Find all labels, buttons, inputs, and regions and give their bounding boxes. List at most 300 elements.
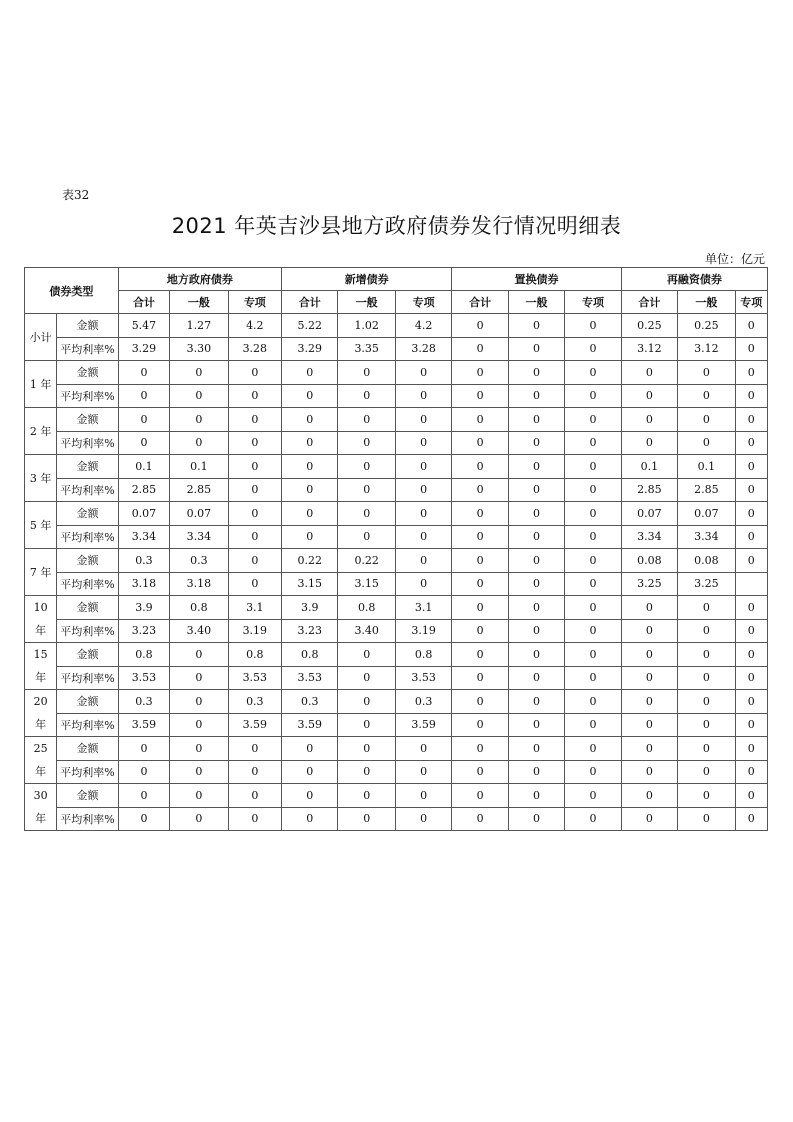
table-cell: 3.1 — [395, 596, 451, 620]
table-cell: 0 — [565, 549, 621, 573]
table-cell: 0 — [621, 596, 677, 620]
table-cell: 0 — [621, 361, 677, 385]
table-cell: 0 — [228, 431, 281, 455]
table-cell: 0 — [565, 784, 621, 808]
table-row — [25, 337, 768, 361]
table-cell: 3.59 — [228, 713, 281, 737]
table-cell: 0 — [282, 760, 338, 784]
table-cell: 0.3 — [228, 690, 281, 714]
term-label — [25, 502, 57, 549]
table-cell: 0 — [621, 431, 677, 455]
table-cell: 0 — [170, 643, 228, 667]
table-cell: 0 — [452, 666, 508, 690]
term-label-line: 25 — [33, 742, 48, 755]
sub-header: 合计 — [621, 291, 677, 314]
metric-amount-label: 金额 — [57, 361, 118, 385]
table-cell: 0.08 — [678, 549, 735, 573]
table-cell: 0 — [735, 713, 767, 737]
table-cell: 0 — [735, 337, 767, 361]
table-cell: 0 — [735, 478, 767, 502]
page-title: 2021 年英吉沙县地方政府债券发行情况明细表 — [171, 214, 622, 238]
table-cell: 3.28 — [395, 337, 451, 361]
term-label-line: 年 — [35, 812, 47, 825]
table-cell: 0 — [228, 784, 281, 808]
table-row — [25, 478, 768, 502]
table-cell: 0 — [735, 666, 767, 690]
table-cell: 0 — [565, 502, 621, 526]
table-cell: 0 — [170, 784, 228, 808]
sub-header: 一般 — [338, 291, 395, 314]
table-cell: 0 — [395, 760, 451, 784]
table-cell: 0 — [338, 690, 395, 714]
table-cell: 0 — [338, 784, 395, 808]
table-cell: 0 — [678, 666, 735, 690]
table-cell: 0.8 — [282, 643, 338, 667]
table-cell: 0 — [338, 760, 395, 784]
table-cell: 0 — [282, 431, 338, 455]
table-cell: 0 — [735, 314, 767, 338]
table-cell: 0 — [565, 619, 621, 643]
table-cell: 0 — [508, 572, 564, 596]
table-cell: 0 — [118, 760, 169, 784]
table-cell: 0 — [118, 431, 169, 455]
table-cell: 0 — [735, 408, 767, 432]
table-cell: 0 — [678, 596, 735, 620]
term-label-line: 15 — [33, 648, 48, 661]
table-cell: 0 — [452, 760, 508, 784]
table-cell: 3.59 — [118, 713, 169, 737]
table-cell: 0 — [170, 431, 228, 455]
table-cell: 0 — [170, 666, 228, 690]
table-cell: 3.25 — [621, 572, 677, 596]
table-cell: 0 — [565, 525, 621, 549]
table-cell: 0 — [508, 784, 564, 808]
table-row — [25, 455, 768, 479]
term-label — [25, 596, 57, 643]
table-cell: 0 — [508, 431, 564, 455]
table-cell: 0 — [565, 408, 621, 432]
table-cell: 3.29 — [282, 337, 338, 361]
table-cell: 3.53 — [282, 666, 338, 690]
table-cell: 0 — [678, 713, 735, 737]
table-cell: 0 — [118, 737, 169, 761]
table-cell: 0 — [678, 431, 735, 455]
table-cell: 0 — [170, 713, 228, 737]
metric-rate-label: 平均利率% — [57, 525, 118, 549]
table-cell: 0 — [508, 666, 564, 690]
table-cell: 3.25 — [678, 572, 735, 596]
term-label-line: 10 — [33, 601, 48, 614]
unit-note: 单位：亿元 — [704, 252, 765, 266]
table-cell: 0 — [395, 572, 451, 596]
table-cell: 0 — [282, 525, 338, 549]
table-cell: 0 — [282, 502, 338, 526]
table-cell: 0 — [735, 760, 767, 784]
term-label — [25, 737, 57, 784]
table-cell: 0 — [228, 807, 281, 831]
table-row — [25, 431, 768, 455]
table-cell: 0 — [452, 737, 508, 761]
table-cell: 0 — [508, 807, 564, 831]
table-row — [25, 384, 768, 408]
table-cell: 0 — [678, 361, 735, 385]
table-cell: 0 — [508, 713, 564, 737]
table-cell: 0 — [621, 666, 677, 690]
table-row — [25, 502, 768, 526]
table-row — [25, 784, 768, 808]
table-cell: 0 — [565, 361, 621, 385]
table-cell: 0 — [395, 502, 451, 526]
table-cell: 3.34 — [621, 525, 677, 549]
term-label — [25, 690, 57, 737]
table-cell: 3.40 — [338, 619, 395, 643]
table-cell: 3.35 — [338, 337, 395, 361]
term-label — [25, 408, 57, 455]
table-cell: 0 — [621, 760, 677, 784]
table-cell: 2.85 — [678, 478, 735, 502]
table-cell: 0 — [735, 502, 767, 526]
table-cell: 3.53 — [118, 666, 169, 690]
table-cell: 0 — [735, 807, 767, 831]
table-cell: 0 — [338, 643, 395, 667]
table-cell: 3.9 — [282, 596, 338, 620]
table-cell: 0 — [338, 713, 395, 737]
term-label-line: 年 — [35, 765, 47, 778]
table-row — [25, 314, 768, 338]
table-cell: 0 — [395, 431, 451, 455]
table-cell: 3.34 — [118, 525, 169, 549]
metric-amount-label: 金额 — [57, 408, 118, 432]
table-cell: 0 — [118, 361, 169, 385]
metric-amount-label: 金额 — [57, 502, 118, 526]
table-cell: 0 — [228, 760, 281, 784]
table-cell: 0 — [565, 643, 621, 667]
table-cell: 0 — [508, 643, 564, 667]
table-cell: 0 — [508, 408, 564, 432]
table-cell: 0 — [508, 314, 564, 338]
table-cell: 0 — [621, 737, 677, 761]
table-cell: 0 — [452, 713, 508, 737]
table-cell: 0 — [395, 525, 451, 549]
table-row — [25, 408, 768, 432]
table-cell: 0 — [228, 478, 281, 502]
group-header-new-bonds: 新增债券 — [282, 268, 452, 291]
table-cell: 0 — [735, 455, 767, 479]
table-cell: 0 — [228, 455, 281, 479]
table-cell: 0.3 — [282, 690, 338, 714]
header-row-subtypes — [25, 291, 768, 314]
table-cell: 0.8 — [395, 643, 451, 667]
sub-header: 专项 — [395, 291, 451, 314]
table-cell: 0 — [452, 807, 508, 831]
table-cell: 0.08 — [621, 549, 677, 573]
term-label-line: 30 — [33, 789, 48, 802]
table-cell: 0 — [170, 384, 228, 408]
table-cell: 0 — [735, 619, 767, 643]
table-cell: 0 — [508, 478, 564, 502]
term-label — [25, 314, 57, 361]
table-row — [25, 690, 768, 714]
table-cell: 0 — [565, 384, 621, 408]
table-cell: 0 — [338, 737, 395, 761]
table-cell: 0 — [338, 408, 395, 432]
table-cell: 0 — [228, 502, 281, 526]
table-cell: 0 — [735, 525, 767, 549]
table-cell: 0 — [338, 525, 395, 549]
table-cell: 3.30 — [170, 337, 228, 361]
table-cell: 0 — [395, 455, 451, 479]
table-cell: 0 — [735, 384, 767, 408]
table-cell: 0 — [395, 807, 451, 831]
table-cell: 0 — [170, 361, 228, 385]
metric-amount-label: 金额 — [57, 596, 118, 620]
table-cell: 0 — [170, 760, 228, 784]
table-cell: 0 — [565, 337, 621, 361]
term-label-line: 年 — [35, 718, 47, 731]
table-cell: 0 — [452, 431, 508, 455]
table-cell: 0 — [395, 549, 451, 573]
metric-rate-label: 平均利率% — [57, 431, 118, 455]
term-label — [25, 455, 57, 502]
table-cell: 3.18 — [118, 572, 169, 596]
sub-header: 一般 — [508, 291, 564, 314]
row-label-header: 债券类型 — [25, 268, 119, 314]
metric-amount-label: 金额 — [57, 643, 118, 667]
table-cell: 0 — [565, 807, 621, 831]
table-cell: 0 — [621, 384, 677, 408]
table-cell: 0 — [228, 572, 281, 596]
table-cell: 5.22 — [282, 314, 338, 338]
table-row — [25, 361, 768, 385]
table-cell: 3.19 — [228, 619, 281, 643]
table-cell: 0 — [678, 619, 735, 643]
table-cell: 0.07 — [678, 502, 735, 526]
table-cell: 0 — [452, 690, 508, 714]
table-cell: 0.1 — [678, 455, 735, 479]
table-cell: 0 — [170, 807, 228, 831]
bond-issuance-table — [24, 267, 768, 831]
table-row — [25, 643, 768, 667]
table-row — [25, 572, 768, 596]
table-row — [25, 807, 768, 831]
table-cell: 0 — [118, 784, 169, 808]
table-cell: 4.2 — [228, 314, 281, 338]
table-cell: 0.3 — [118, 549, 169, 573]
table-cell: 0 — [282, 807, 338, 831]
term-label — [25, 643, 57, 690]
table-cell: 0 — [735, 549, 767, 573]
header-row-groups — [25, 268, 768, 291]
table-cell: 0 — [452, 502, 508, 526]
table-cell: 0 — [228, 737, 281, 761]
metric-amount-label: 金额 — [57, 314, 118, 338]
table-cell: 0.25 — [678, 314, 735, 338]
term-label — [25, 549, 57, 596]
table-cell: 0.3 — [118, 690, 169, 714]
table-cell: 3.59 — [395, 713, 451, 737]
table-cell: 3.12 — [621, 337, 677, 361]
table-cell: 2.85 — [118, 478, 169, 502]
table-cell: 0 — [621, 619, 677, 643]
table-cell: 0 — [228, 361, 281, 385]
table-cell: 0 — [735, 690, 767, 714]
table-cell: 0 — [118, 408, 169, 432]
table-cell: 0 — [452, 619, 508, 643]
table-cell: 5.47 — [118, 314, 169, 338]
table-cell: 0 — [395, 361, 451, 385]
table-cell: 0.3 — [395, 690, 451, 714]
table-cell: 0 — [395, 408, 451, 432]
table-cell: 0 — [508, 337, 564, 361]
table-cell: 0 — [452, 408, 508, 432]
table-cell: 0 — [678, 690, 735, 714]
term-label-line: 1 年 — [29, 377, 52, 391]
sub-header: 专项 — [735, 291, 767, 314]
sub-header: 合计 — [118, 291, 169, 314]
table-row — [25, 737, 768, 761]
table-cell: 0 — [118, 807, 169, 831]
metric-amount-label: 金额 — [57, 549, 118, 573]
table-cell: 3.19 — [395, 619, 451, 643]
table-cell: 0.07 — [170, 502, 228, 526]
table-cell: 0.22 — [338, 549, 395, 573]
table-cell: 0 — [452, 572, 508, 596]
table-cell: 3.53 — [228, 666, 281, 690]
term-label — [25, 784, 57, 831]
table-cell: 0 — [282, 455, 338, 479]
table-row — [25, 760, 768, 784]
table-cell: 0 — [565, 314, 621, 338]
table-cell: 1.27 — [170, 314, 228, 338]
term-label-line: 2 年 — [29, 424, 52, 438]
metric-rate-label: 平均利率% — [57, 572, 118, 596]
table-cell: 3.40 — [170, 619, 228, 643]
table-cell: 0 — [508, 596, 564, 620]
table-cell — [735, 572, 767, 596]
table-cell: 0 — [735, 361, 767, 385]
table-cell: 0 — [452, 525, 508, 549]
term-label — [25, 361, 57, 408]
table-cell: 0 — [282, 478, 338, 502]
table-cell: 0 — [621, 643, 677, 667]
term-label-line: 20 — [33, 695, 48, 708]
table-cell: 0 — [452, 455, 508, 479]
metric-rate-label: 平均利率% — [57, 666, 118, 690]
table-cell: 0 — [452, 478, 508, 502]
table-cell: 3.12 — [678, 337, 735, 361]
table-cell: 0 — [565, 596, 621, 620]
table-cell: 3.15 — [282, 572, 338, 596]
table-cell: 0 — [678, 760, 735, 784]
table-cell: 0 — [338, 807, 395, 831]
group-header-refinancing-bonds: 再融资债券 — [621, 268, 767, 291]
table-cell: 0 — [565, 666, 621, 690]
table-cell: 3.53 — [395, 666, 451, 690]
table-cell: 0 — [452, 384, 508, 408]
table-cell: 0 — [678, 643, 735, 667]
table-cell: 0.1 — [621, 455, 677, 479]
table-cell: 0.1 — [170, 455, 228, 479]
table-cell: 0 — [621, 713, 677, 737]
sub-header: 专项 — [565, 291, 621, 314]
table-cell: 0.8 — [118, 643, 169, 667]
table-cell: 0 — [282, 737, 338, 761]
table-cell: 0.8 — [338, 596, 395, 620]
table-row — [25, 619, 768, 643]
table-cell: 0 — [228, 384, 281, 408]
term-label-line: 小计 — [29, 330, 52, 344]
table-cell: 0 — [678, 784, 735, 808]
table-cell: 0.22 — [282, 549, 338, 573]
table-cell: 3.23 — [118, 619, 169, 643]
term-label-line: 7 年 — [29, 565, 52, 579]
table-cell: 0 — [735, 596, 767, 620]
table-cell: 0 — [565, 455, 621, 479]
table-cell: 0 — [228, 525, 281, 549]
table-cell: 0 — [621, 408, 677, 432]
table-cell: 0 — [565, 713, 621, 737]
table-cell: 0 — [338, 384, 395, 408]
table-cell: 0.1 — [118, 455, 169, 479]
table-cell: 0 — [565, 760, 621, 784]
table-cell: 0 — [452, 337, 508, 361]
table-cell: 0.8 — [170, 596, 228, 620]
table-cell: 0 — [452, 784, 508, 808]
table-cell: 0 — [452, 314, 508, 338]
table-cell: 2.85 — [170, 478, 228, 502]
table-cell: 0 — [621, 784, 677, 808]
table-cell: 0 — [565, 690, 621, 714]
metric-rate-label: 平均利率% — [57, 619, 118, 643]
table-cell: 0 — [508, 690, 564, 714]
table-cell: 0 — [621, 807, 677, 831]
table-cell: 0 — [395, 737, 451, 761]
sub-header: 专项 — [228, 291, 281, 314]
table-cell: 0 — [565, 737, 621, 761]
table-cell: 0.07 — [621, 502, 677, 526]
table-cell: 0.8 — [228, 643, 281, 667]
metric-rate-label: 平均利率% — [57, 760, 118, 784]
table-cell: 3.34 — [170, 525, 228, 549]
table-cell: 0 — [338, 431, 395, 455]
metric-rate-label: 平均利率% — [57, 337, 118, 361]
table-cell: 0 — [565, 572, 621, 596]
metric-rate-label: 平均利率% — [57, 713, 118, 737]
term-label-line: 年 — [35, 671, 47, 684]
table-cell: 3.34 — [678, 525, 735, 549]
table-cell: 3.9 — [118, 596, 169, 620]
table-cell: 0 — [565, 431, 621, 455]
metric-amount-label: 金额 — [57, 784, 118, 808]
table-cell: 3.15 — [338, 572, 395, 596]
table-cell: 0 — [170, 408, 228, 432]
table-row — [25, 596, 768, 620]
table-cell: 0 — [735, 643, 767, 667]
sub-header: 合计 — [282, 291, 338, 314]
sub-header: 一般 — [678, 291, 735, 314]
sub-header: 一般 — [170, 291, 228, 314]
table-cell: 0 — [395, 784, 451, 808]
table-cell: 0 — [338, 478, 395, 502]
table-cell: 0 — [735, 737, 767, 761]
table-cell: 0 — [735, 431, 767, 455]
table-cell: 0 — [508, 619, 564, 643]
metric-amount-label: 金额 — [57, 690, 118, 714]
table-cell: 3.59 — [282, 713, 338, 737]
table-cell: 0 — [228, 549, 281, 573]
table-row — [25, 713, 768, 737]
table-cell: 0 — [678, 408, 735, 432]
